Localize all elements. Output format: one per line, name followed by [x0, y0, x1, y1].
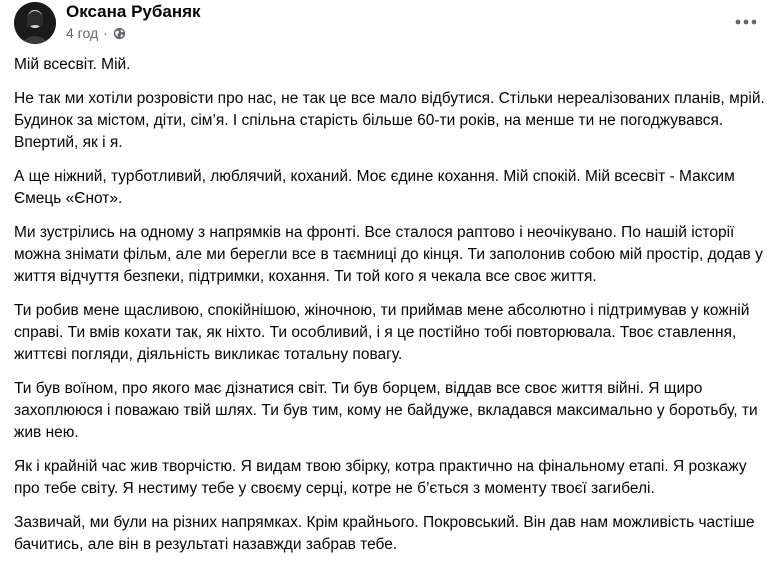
more-options-button[interactable]	[728, 4, 764, 40]
post-paragraph: Ми зустрілись на одному з напрямків на фронті. Все сталося раптово і неочікувано. По нашій історії можна знімати фільм, але ми берегли все в таємниці до кінця. Ти заполонив собою мій простір, додав у життя відчуття безпеки, підтримки, кохання. Ти той кого я чекала все своє життя.	[14, 224, 763, 285]
post-paragraph: Ти був воїном, про якого має дізнатися світ. Ти був борцем, віддав все своє життя війні. Я щиро захоплююся і поважаю твій шлях. Ти був тим, кому не байдуже, вкладався максимально у боротьбу, ти жив нею.	[14, 380, 758, 441]
globe-icon[interactable]	[113, 27, 126, 40]
meta-separator: ·	[103, 25, 108, 41]
post-paragraph: Мій всесвіт. Мій.	[14, 56, 131, 73]
post-meta	[66, 25, 126, 41]
avatar[interactable]	[14, 2, 56, 44]
post-paragraph: А ще ніжний, турботливий, люблячий, коханий. Моє єдине кохання. Мій спокій. Мій всесвіт - Максим Ємець «Єнот».	[14, 168, 735, 207]
post-paragraph: Ти робив мене щасливою, спокійнішою, жіночною, ти приймав мене абсолютно і підтримував у кожній справі. Ти вмів кохати так, як ніхто. Ти особливий, і я це постійно тобі повторювала. Твоє ставлення, життєві погляди, діяльність викликає тотальну повагу.	[14, 302, 750, 363]
author-name[interactable]: Оксана Рубаняк	[66, 2, 201, 21]
post-text	[14, 54, 766, 568]
post-paragraph: Як і крайній час жив творчістю. Я видам твою збірку, котра практично на фінальному етапі. Я розкажу про тебе світу. Я нестиму тебе у своєму серці, котре не б’ється з моменту твоєї загибелі.	[14, 458, 747, 497]
post-paragraph: Зазвичай, ми були на різних напрямках. Крім крайнього. Покровський. Він дав нам можливість частіше бачитись, але він в результаті назавжди забрав тебе.	[14, 514, 755, 553]
post-header	[14, 0, 766, 52]
post-paragraph: Не так ми хотіли розровісти про нас, не так це все мало відбутися. Стільки нереалізованих планів, мрій. Будинок за містом, діти, сім’я. І спільна старість більше 60-ти років, на менше ти не погоджувався. Впертий, як і я.	[14, 90, 765, 151]
post-timestamp[interactable]: 4 год	[66, 25, 99, 41]
avatar-image	[14, 2, 56, 44]
more-horizontal-icon	[735, 19, 757, 25]
